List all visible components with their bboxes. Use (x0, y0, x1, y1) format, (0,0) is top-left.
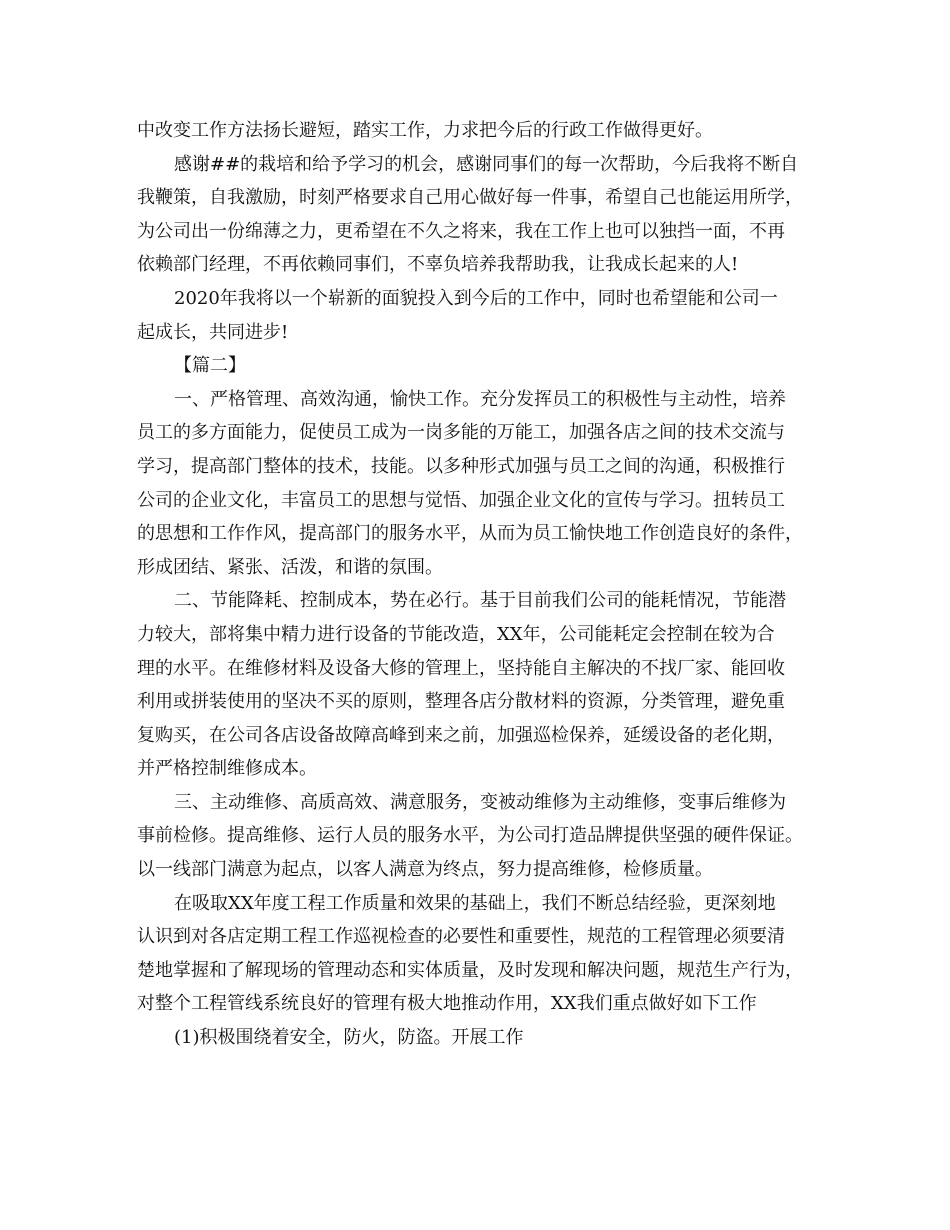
section-heading: 【篇二】 (174, 355, 246, 377)
text-line: 形成团结、紧张、活泼，和谐的氛围。 (137, 556, 443, 578)
text-line: 为公司出一份绵薄之力，更希望在不久之将来，我在工作上也可以独挡一面，不再 (137, 220, 785, 242)
paragraph-start-line: 感谢##的栽培和给予学习的机会，感谢同事们的每一次帮助，今后我将不断自 (174, 153, 799, 175)
text-line: 我鞭策，自我激励，时刻严格要求自己用心做好每一件事，希望自己也能运用所学， (137, 187, 803, 209)
text-line: 认识到对各店定期工程工作巡视检查的必要性和重要性，规范的工程管理必须要清 (137, 926, 785, 948)
paragraph-start-line: 在吸取XX年度工程工作质量和效果的基础上，我们不断总结经验，更深刻地 (174, 892, 776, 914)
text-line: 的思想和工作作风，提高部门的服务水平，从而为员工愉快地工作创造良好的条件， (137, 523, 803, 545)
text-line: 以一线部门满意为起点，以客人满意为终点，努力提高维修，检修质量。 (137, 859, 713, 881)
text-line: 力较大，部将集中精力进行设备的节能改造，XX年，公司能耗定会控制在较为合 (137, 623, 775, 645)
text-line: 学习，提高部门整体的技术，技能。以多种形式加强与员工之间的沟通，积极推行 (137, 455, 785, 477)
text-line: 起成长，共同进步! (137, 321, 289, 343)
text-line: 利用或拼装使用的坚决不买的原则，整理各店分散材料的资源，分类管理，避免重 (137, 691, 785, 713)
text-line: 对整个工程管线系统良好的管理有极大地推动作用，XX我们重点做好如下工作 (137, 993, 757, 1015)
text-line: 复购买，在公司各店设备故障高峰到来之前，加强巡检保养，延缓设备的老化期， (137, 724, 785, 746)
text-line: 理的水平。在维修材料及设备大修的管理上，坚持能自主解决的不找厂家、能回收 (137, 657, 785, 679)
paragraph-start-line: 三、主动维修、高质高效、满意服务，变被动维修为主动维修，变事后维修为 (174, 791, 786, 813)
text-line: 中改变工作方法扬长避短，踏实工作，力求把今后的行政工作做得更好。 (137, 120, 713, 141)
list-item-line: (1)积极围绕着安全，防火，防盗。开展工作 (174, 1027, 524, 1049)
text-line: 依赖部门经理，不再依赖同事们，不辜负培养我帮助我，让我成长起来的人! (137, 254, 739, 276)
paragraph-start-line: 二、节能降耗、控制成本，势在必行。基于目前我们公司的能耗情况，节能潜 (174, 590, 786, 612)
paragraph-start-line: 2020年我将以一个崭新的面貌投入到今后的工作中，同时也希望能和公司一 (174, 287, 778, 309)
paragraph-start-line: 一、严格管理、高效沟通，愉快工作。充分发挥员工的积极性与主动性，培养 (174, 388, 786, 410)
text-line: 事前检修。提高维修、运行人员的服务水平，为公司打造品牌提供坚强的硬件保证。 (137, 825, 803, 847)
text-line: 并严格控制维修成本。 (137, 758, 317, 780)
text-line: 员工的多方面能力，促使员工成为一岗多能的万能工，加强各店之间的技术交流与 (137, 422, 785, 444)
document-body (137, 114, 827, 1055)
text-line: 楚地掌握和了解现场的管理动态和实体质量，及时发现和解决问题，规范生产行为， (137, 959, 803, 981)
text-line: 公司的企业文化，丰富员工的思想与觉悟、加强企业文化的宣传与学习。扭转员工 (137, 489, 785, 511)
